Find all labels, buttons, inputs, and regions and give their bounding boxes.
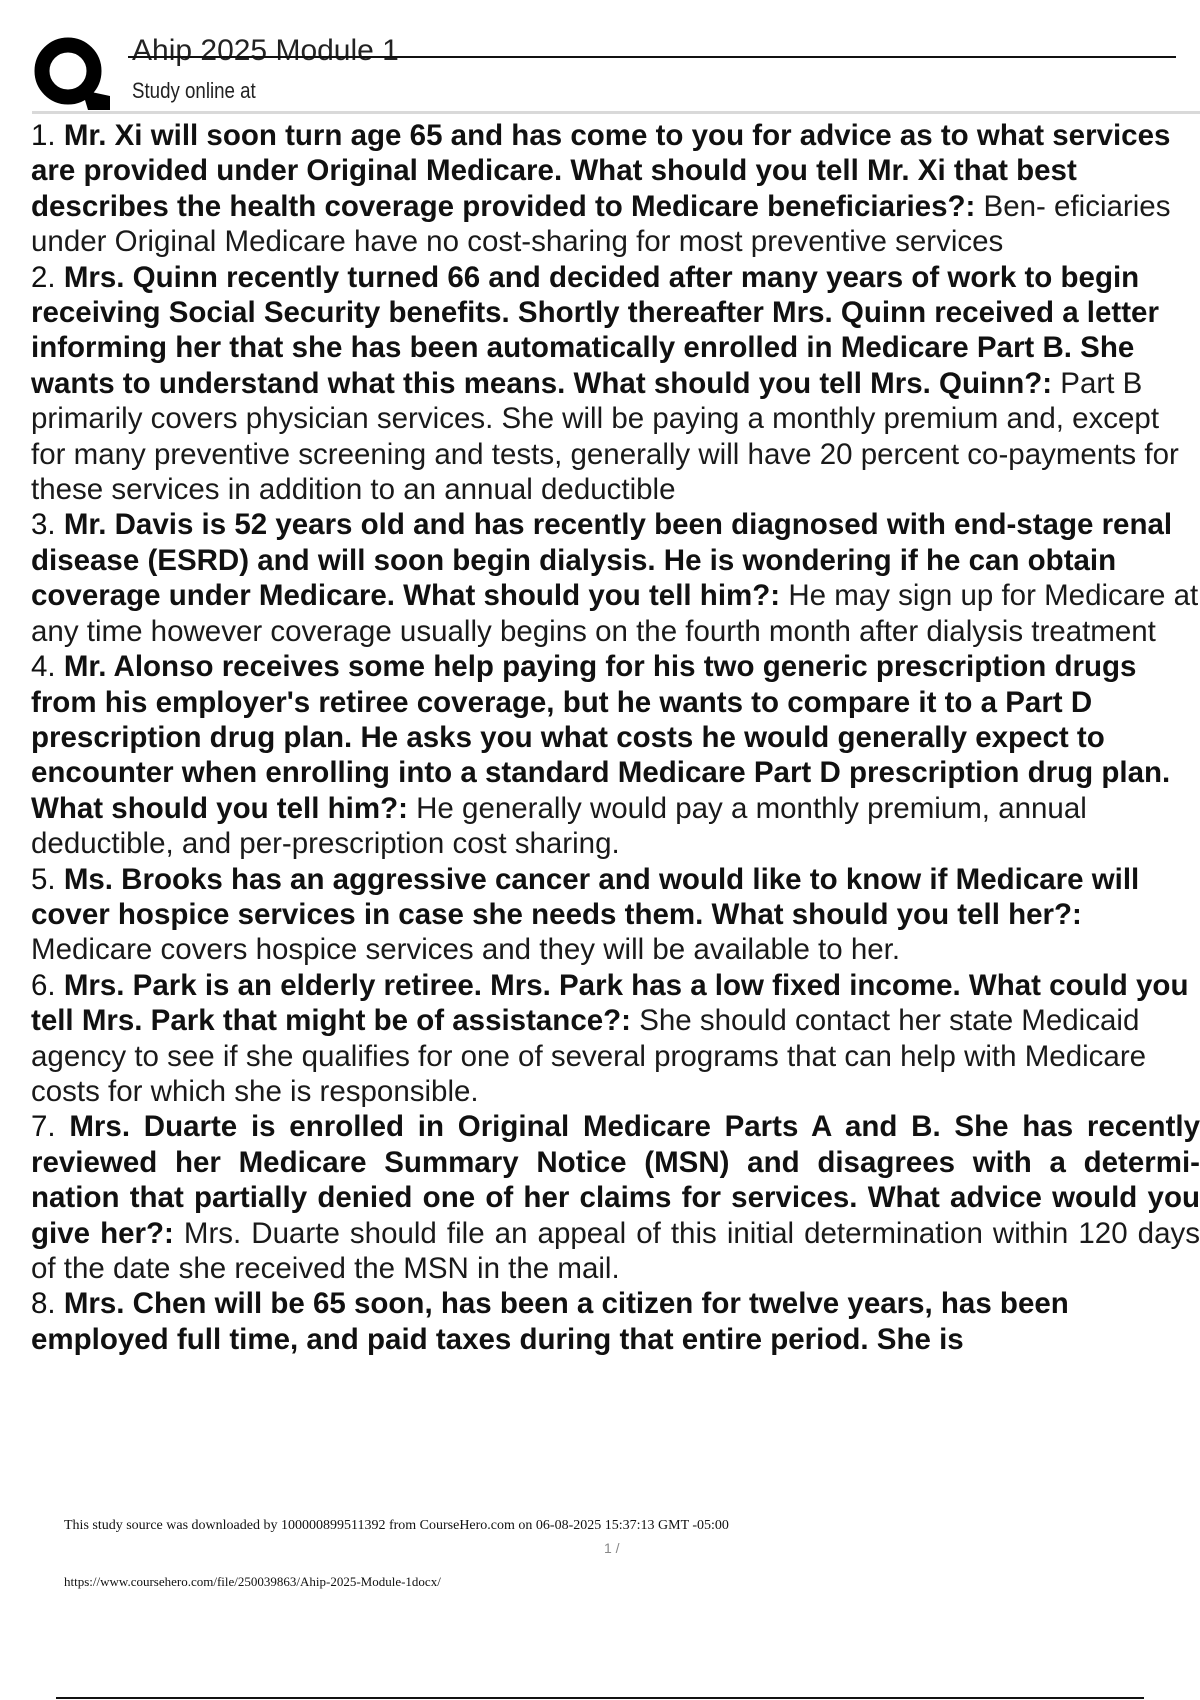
question-text: Mrs. Park is an elderly retiree. Mrs. Park has a low fixed income. What could you tell Mrs. Park that might be of assistance?: — [31, 968, 1189, 1038]
qa-item-3 — [31, 507, 1200, 649]
question-text: Mr. Davis is 52 years old and has recently been diagnosed with end-stage renal disease (ESRD) and will soon begin dialysis. He is wondering if he can obtain coverage under Medicare. What should you tell him?: — [31, 508, 1173, 613]
qa-item-4 — [31, 649, 1200, 861]
answer-text: Ben- eficiaries under Original Medicare have no cost-sharing for most preventive services — [31, 189, 1171, 259]
qa-item-2 — [31, 260, 1200, 508]
question-number: 2. — [31, 260, 56, 294]
answer-text: He generally would pay a monthly premium, annual deductible, and per-prescription cost sharing. — [31, 791, 1087, 861]
question-answer-list — [31, 118, 1200, 1357]
answer-text: She should contact her state Medicaid agency to see if she qualifies for one of several programs that can help with Medicare costs for which she is responsible. — [31, 1004, 1147, 1108]
question-text: Mrs. Duarte is enrolled in Original Medicare Parts A and B. She has recently reviewed her Medicare Summary Notice (MSN) and disagrees with a determi- nation that partially denied one of her claims for services. What advice would you give her?: — [31, 1110, 1200, 1250]
question-number: 5. — [31, 862, 56, 896]
question-text: Mrs. Quinn recently turned 66 and decided after many years of work to begin receiving Social Security benefits. Shortly thereafter Mrs. Quinn received a letter informing her that she has been automatically enrolled in Medicare Part B. She wants to understand what this means. What should you tell Mrs. Quinn?: — [31, 260, 1159, 400]
source-url-link[interactable]: https://www.coursehero.com/file/250039863/Ahip-2025-Module-1docx/ — [64, 1574, 441, 1589]
question-text: Mr. Xi will soon turn age 65 and has come to you for advice as to what services are provided under Original Medicare. What should you tell Mr. Xi that best describes the health coverage provided to Medicare beneficiaries?: — [31, 119, 1171, 223]
answer-text: He may sign up for Medicare at any time however coverage usually begins on the fourth month after dialysis treatment — [31, 579, 1199, 648]
question-text: Mrs. Chen will be 65 soon, has been a citizen for twelve years, has been employed full time, and paid taxes during that entire period. She is — [31, 1287, 1069, 1356]
question-text: Ms. Brooks has an aggressive cancer and would like to know if Medicare will cover hospice services in case she needs them. What should you tell her?: — [31, 862, 1140, 931]
question-number: 3. — [31, 508, 56, 542]
question-text: Mr. Alonso receives some help paying for his two generic prescription drugs from his employer's retiree coverage, but he wants to compare it to a Part D prescription drug plan. He asks you what costs he would generally expect to encounter when enrolling into a standard Medicare Part D prescription drug plan. What should you tell him?: — [31, 650, 1171, 825]
answer-text: Mrs. Duarte should file an appeal of this initial determination within 120 days of the date she received the MSN in the mail. — [31, 1216, 1200, 1285]
download-source-note: This study source was downloaded by 100000899511392 from CourseHero.com on 06-08-2025 15:37:13 GMT -05:00 — [64, 1518, 729, 1533]
bottom-divider — [56, 1697, 1144, 1699]
qa-item-6 — [31, 968, 1200, 1110]
qa-item-5 — [31, 862, 1200, 968]
answer-text: Part B primarily covers physician services. She will be paying a monthly premium and, except for many preventive screening and tests, generally will have 20 percent co-payments for these services in addition to an annual deductible — [31, 366, 1179, 507]
quizlet-q-logo-icon — [32, 32, 110, 110]
study-online-label: Study online at — [132, 78, 256, 103]
question-number: 4. — [31, 650, 56, 684]
document-title: Ahip 2025 Module 1 — [132, 34, 399, 67]
qa-item-7 — [31, 1109, 1200, 1286]
qa-item-8 — [31, 1286, 1200, 1357]
question-number: 7. — [31, 1110, 56, 1144]
question-number: 8. — [31, 1287, 56, 1321]
document-header — [0, 0, 1200, 118]
answer-text: Medicare covers hospice services and they will be available to her. — [31, 933, 901, 967]
title-strike-line — [128, 56, 1176, 58]
header-divider — [32, 111, 1200, 114]
question-number: 1. — [31, 119, 56, 152]
page-number: 1 / — [604, 1540, 620, 1556]
qa-item-1 — [31, 118, 1200, 260]
question-number: 6. — [31, 968, 56, 1002]
